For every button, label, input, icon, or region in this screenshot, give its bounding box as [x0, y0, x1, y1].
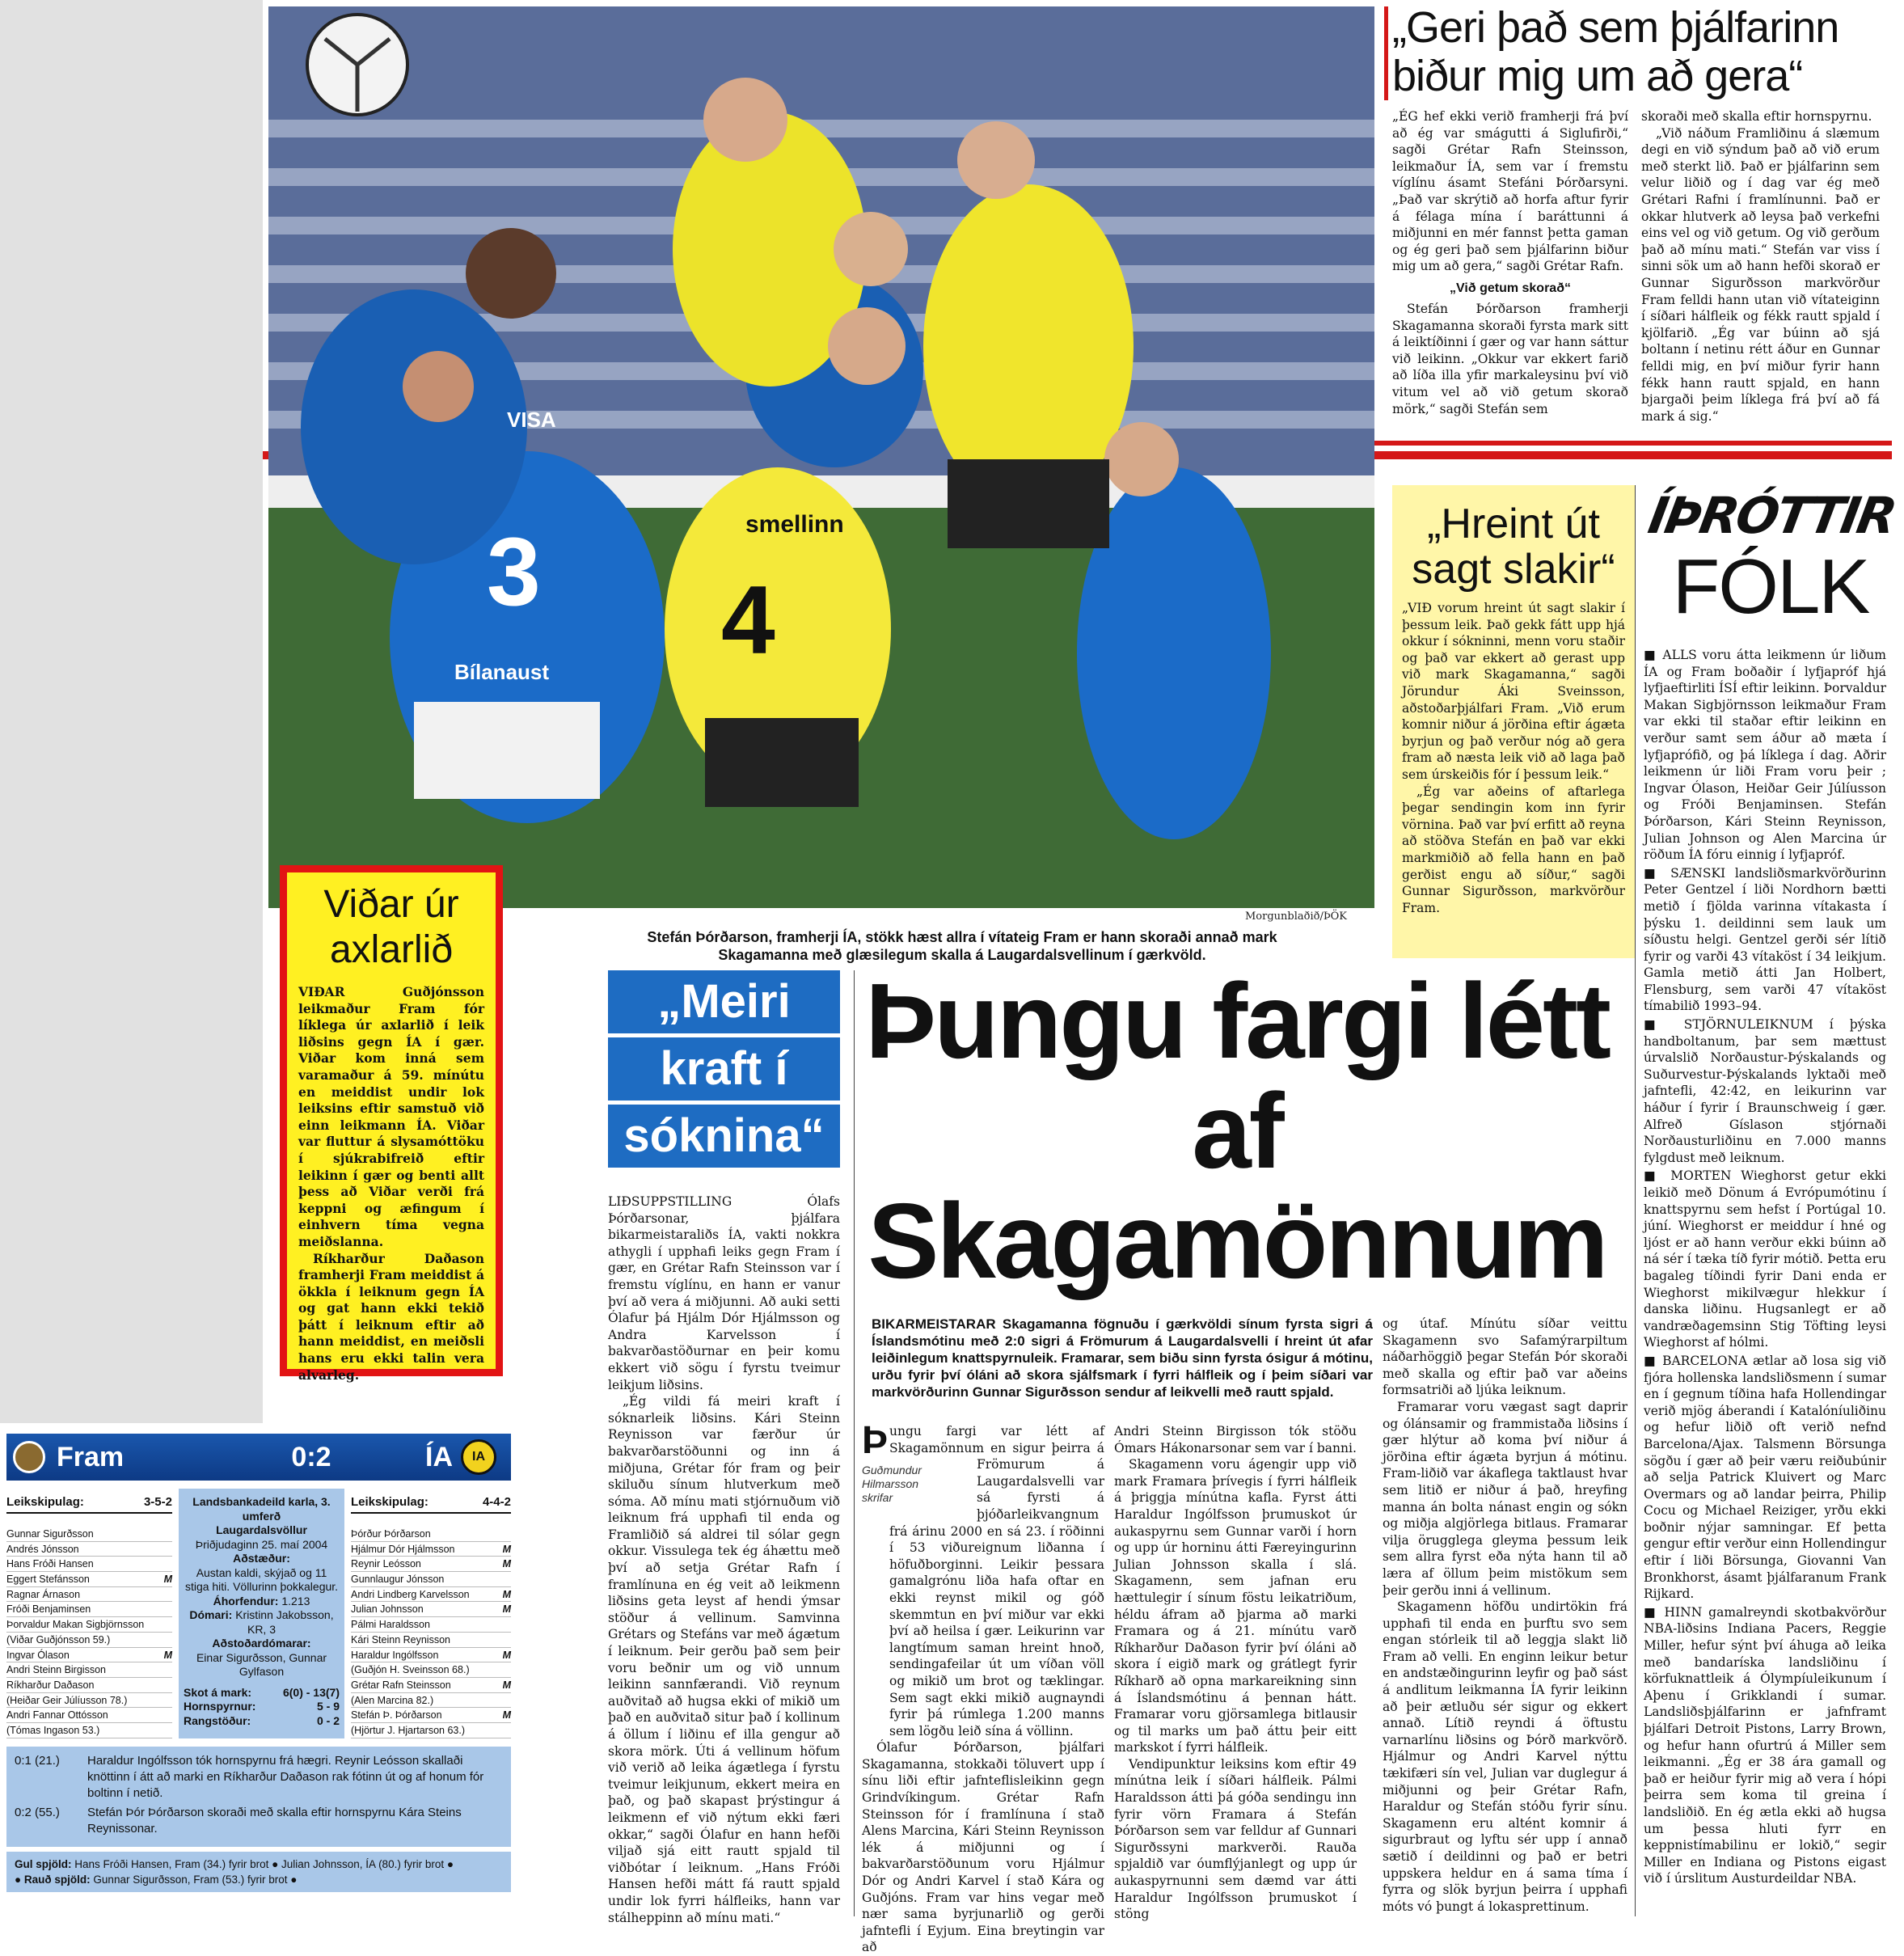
yellow-cards: Hans Fróði Hansen, Fram (34.) fyrir brot ● Julian Johnsson, ÍA (80.) fyrir brot ● [74, 1857, 454, 1870]
rating-mark: M [163, 1649, 172, 1661]
table-row [6, 1617, 172, 1633]
player-name: Grétar Rafn Steinsson [351, 1679, 451, 1691]
table-row [351, 1572, 511, 1587]
stat-row [184, 1700, 340, 1714]
table-row [6, 1602, 172, 1617]
stat-value: 0 - 2 [316, 1713, 340, 1727]
rating-mark: M [502, 1649, 511, 1661]
hreint-paragraph-2: „Ég var aðeins of aftarlega þegar sendingin kom inn fyrir vörnina. Það var því erfitt að reyna að stöðva Stefán en það var ekki markmiðið að fella hann en það gerðist engu að síður,“ sagði Gunnar Sigurðsson, markvörður Fram. [1402, 784, 1625, 915]
player-name: Andri Steinn Birgisson [6, 1664, 106, 1676]
table-row [6, 1587, 172, 1603]
player-name: Ragnar Árnason [6, 1588, 81, 1600]
meiri-line-3: sóknina“ [608, 1105, 840, 1168]
player-name: Þórður Þórðarson [351, 1528, 431, 1540]
home-formation-label: Leikskipulag: [6, 1495, 84, 1509]
red-rule-upper [1374, 441, 1892, 446]
table-row [351, 1542, 511, 1557]
stat-value: 6(0) - 13(7) [282, 1685, 340, 1699]
main-paragraph-7: Framarar voru vægast sagt daprir og ólánsamir og frammistaða liðsins í gær hlýtur að koma því niður á jörðina eftir ágæta byrjun á mótinu. Fram-liðið var ákaflega taktlaust hvar sem litið er niður á það, hreyfing manna án bolta nánast engin og sókn og miðja algjörlega bitlaus. Framarar vilja örugglega gleyma þessum leik sem allra fyrst eða nýta hann til að læra af öllum þeim mistökum sem þeir gerðu inni á vellinum. [1383, 1399, 1627, 1598]
geri-subhead: „Við getum skorað“ [1450, 281, 1571, 295]
away-team: ÍA [425, 1441, 453, 1472]
table-row [6, 1662, 172, 1678]
geri-paragraph-4: „Við náðum Framliðinu á slæmum degi en við sýndum það að við erum með sterkt lið. Það er þjálfarinn sem velur liðið og í dag var ég með Grétari Rafni í framlínunni. Það er okkar hlutverk að leysa það verkefni eins vel og við getum. Og við gerðum það að mínu mati.“ Stefán var viss í sinni sök um að hann hefði skorað er Gunnar Sigurðsson markvörður Fram felldi hann utan við vítateiginn í síðari hálfleik og fékk rautt spjald í kjölfarið. „Ég var búinn að sjá boltann í netinu rétt áður en Gunnar felldi mig, en því miður fyrir hann fékk hann rautt spjald, en hann bjargaði þeim líklega frá því að fá mark á sig.“ [1641, 125, 1880, 424]
red-rule-left [263, 451, 268, 459]
table-row [6, 1633, 172, 1648]
table-row [6, 1678, 172, 1693]
main-column-2 [1114, 1423, 1357, 1923]
away-formation-row [351, 1489, 511, 1514]
hreint-headline: „Hreint út sagt slakir“ [1412, 501, 1615, 593]
rating-mark: M [502, 1709, 511, 1722]
player-name: Hans Fróði Hansen [6, 1558, 94, 1570]
table-row [6, 1723, 172, 1738]
table-row [351, 1693, 511, 1709]
folk-item: ■ STJÖRNULEIKNUM í þýska handboltanum, þar sem mættust úrvalslið Norðaustur-Þýskalands og Suðurvestur-Þýskalands lyktaði með jafntefli, 42:42, en leikurinn var háður í fyrir í Braunschweig í gær. Alfreð Gíslason stjórnaði Norðausturliðinu en 7.000 manns fylgdust með leiknum. [1644, 1017, 1886, 1165]
sponsor-smellinn: smellinn [745, 511, 844, 538]
home-formation-row [6, 1489, 172, 1514]
folk-section-word: FÓLK [1672, 543, 1869, 630]
folk-item: ■ ALLS voru átta leikmenn úr liðum ÍA og Fram boðaðir í lyfjapróf hjá lyfjaeftirliti ÍSÍ eftir leikinn. Þorvaldur Makan Sigbjörnsson leikmaður Fram var ekki til staðar eftir leikinn en verður samt sem áður að mæta í lyfjaprófið, og þá líklega í dag. Aðrir leikmenn úr liði Fram voru þeir ; Ingvar Ólason, Heiðar Geir Júlíusson og Fróði Benjaminsen. Stefán Þórðarson, Kári Steinn Reynisson, Julian Johnson og Alen Marcina úr röðum ÍA fóru einnig í lyfjapróf. [1644, 648, 1886, 863]
away-player-list [351, 1527, 511, 1738]
player-name: Haraldur Ingólfsson [351, 1649, 439, 1661]
rating-mark: M [502, 1543, 511, 1555]
rating-mark: M [502, 1588, 511, 1600]
red-cards: Gunnar Sigurðsson, Fram (53.) fyrir brot ● [93, 1873, 298, 1886]
geri-column-1 [1392, 108, 1628, 417]
referee-label: Dómari: [189, 1608, 233, 1621]
table-row [351, 1617, 511, 1633]
photo-illustration [268, 6, 1374, 908]
fram-crest-icon [13, 1441, 45, 1473]
table-row [351, 1587, 511, 1603]
stat-label: Hornspyrnur: [184, 1700, 256, 1713]
rating-mark: M [163, 1574, 172, 1586]
goal-row [15, 1805, 503, 1837]
away-formation: 4-4-2 [482, 1495, 511, 1509]
goals-list [6, 1747, 511, 1847]
meiri-box [608, 970, 840, 1162]
main-lead: BIKARMEISTARAR Skagamanna fögnuðu í gærkvöldi sínum fyrsta sigri á Íslandsmótinu með 2:0 sigri á Frömurum á Laugardalsvelli í hreint út afar leiðinlegum knattspyrnuleik. Framarar, sem biðu sinn fyrsta ósigur á mótinu, urðu fyrir því óláni að skora sjálfsmark í fyrri hálfleik og í þeim síðari var markvörðurinn Gunnar Sigurðsson sendur af leikvelli með rautt spjald. [872, 1316, 1373, 1400]
geri-column-2 [1641, 108, 1880, 425]
player-name: (Hjörtur J. Hjartarson 63.) [351, 1724, 466, 1736]
player-name: Gunnlaugur Jónsson [351, 1574, 445, 1586]
sponsor-bilanaust: Bílanaust [454, 660, 550, 684]
stats-list [184, 1686, 340, 1729]
folk-item: ■ MORTEN Wieghorst getur ekki leikið með Dönum á Evrópumótinu í knattspyrnu sem hefst í Portúgal 10. júní. Wieghorst er meiddur í hné og ljóst er að hann verður ekki búinn að ná sér í tæka tíð fyrir mótið. Þetta eru bagaleg tíðindi fyrir Dani enda er Wieghorst mikilvægur hlekkur í danska liðinu. Hugsanlegt er að vandræðagemsinn Stig Töfting leysi Wieghorst af hólmi. [1644, 1168, 1886, 1350]
player-name: Pálmi Haraldsson [351, 1619, 430, 1631]
vidar-headline: Viðar úr axlarlið [323, 883, 459, 971]
score-bar [6, 1434, 511, 1481]
hreint-paragraph-1: „VIÐ vorum hreint út sagt slakir í þessum leik. Það gekk fátt upp hjá okkur í sókninni, menn voru staðir og það var ekkert að gerast upp við mark Skagamanna,“ sagði Jörundur Áki Sveinsson, aðstoðarþjálfari Fram. „Við erum komnir niður á jörðina eftir ágæta byrjun og það verður nóg að gera fram að næsta leik við að laga það sem úrskeiðis fór í þessum leik.“ [1402, 601, 1625, 782]
player-name: (Alen Marcina 82.) [351, 1694, 434, 1706]
rating-mark: M [502, 1603, 511, 1616]
main-column-3 [1383, 1316, 1627, 1915]
hreint-box [1392, 485, 1635, 958]
folk-column [1644, 647, 1886, 1889]
home-formation: 3-5-2 [143, 1495, 172, 1509]
geri-paragraph-3: skoraði með skalla eftir hornspyrnu. [1641, 109, 1872, 124]
meiri-column [608, 1193, 840, 1926]
photo-caption: Stefán Þórðarson, framherji ÍA, stökk hæst allra í vítateig Fram er hann skoraði annað mark Skagamanna með glæsilegum skalla á Laugardalsvellinum í gærkvöld. [647, 929, 1277, 963]
vidar-box [280, 865, 503, 1383]
stat-value: 5 - 9 [316, 1700, 340, 1713]
meiri-paragraph-1: LIÐSUPPSTILLING Ólafs Þórðarsonar, þjálfara bikarmeistaraliðs ÍA, vakti nokkra athygli í upphafi leiks gegn Fram í gær, en Grétar Rafn Steinsson var í fremstu víglínu, en hann er vanur því að vera á miðjunni. Að auki setti Ólafur þá Hjálm Dór Hjálmsson og Andra Karvelsson í bakvarðastöðurnar en þeir komu ekkert við sögu í fyrstu tveimur leikjum liðsins. [608, 1194, 840, 1392]
folk-section-label: ÍÞRÓTTIR [1644, 486, 1899, 545]
shirt-number-4: 4 [721, 566, 775, 674]
attendance-label: Áhorfendur: [213, 1594, 279, 1607]
main-paragraph-6: og útaf. Mínútu síðar veittu Skagamenn svo Safamýrarpiltum náðarhöggið þegar Stefán Þór skoraði með skalla og eftir það var aðeins formsatriði að ljúka leiknum. [1383, 1316, 1627, 1398]
vidar-paragraph-2: Ríkharður Daðason framherji Fram meiddist á ökkla í leiknum gegn ÍA og gat hann ekki tekið þátt í leiknum eftir að hann meiddist, en meiðsli hans eru ekki talin vera alvarleg. [298, 1250, 484, 1383]
stat-label: Skot á mark: [184, 1685, 252, 1699]
player-name: Fróði Benjaminsen [6, 1603, 91, 1616]
attendance: 1.213 [281, 1594, 310, 1607]
referee: Kristinn Jakobsson, KR, 3 [235, 1608, 334, 1636]
divider-1 [854, 970, 855, 1916]
player-name: Þorvaldur Makan Sigbjörnsson [6, 1619, 145, 1631]
player-name: Andri Lindberg Karvelsson [351, 1588, 470, 1600]
rating-mark: M [502, 1679, 511, 1691]
match-info [179, 1489, 344, 1738]
goal-score: 0:1 (21.) [15, 1753, 60, 1768]
player-name: Stefán Þ. Þórðarson [351, 1709, 442, 1722]
dropcap: Þ [862, 1419, 889, 1462]
player-name: Ingvar Ólason [6, 1649, 70, 1661]
ia-crest-icon: IA [461, 1439, 496, 1475]
meiri-paragraph-2: „Ég vildi fá meiri kraft í sóknarleik liðsins. Kári Steinn Reynisson var færður úr bakvarðarstöðunni og inn á miðjuna, Grétar fór fram og þeir skiluðu sínum hlutverkum með sóma. Að mínu mati stjórnuðum við leiknum frá upphafi til enda og Framliðið sá aldrei til sólar gegn okkur. Vissulega tek ég áhættu með því að setja Grétar Rafn í framlínuna en ég veit að leikmenn liðsins geta leyst af hendi ýmsar stöður á vellinum. Samvinna Grétars og Stefáns var með ágætum í leiknum. Þeir gerðu það sem þeir voru beðnir um og við unnum leikinn sannfærandi. Við reynum auðvitað að hugsa ekki of mikið um það en auðvitað situr það í kollinum á öllum í liðinu ef illa gengur að skora mörk. Úti á vellinum höfum við verið að leika ágætlega í fyrstu tveimur leikjunum, ekkert meira en það, og það skapast þrýstingur á leikmenn ef við nýtum ekki færi okkar,“ sagði Ólafur en hann hefði viljað sjá eitt rautt spjald til viðbótar í leiknum. „Hans Fróði Hansen hefði mátt fá rautt spjald undir lok fyrri hálfleiks, hann var stálheppinn að mínu mati.“ [608, 1394, 840, 1925]
table-row [6, 1572, 172, 1587]
table-row [351, 1723, 511, 1738]
table-row [6, 1557, 172, 1572]
assistants-label: Aðstoðardómarar: [212, 1637, 311, 1650]
table-row [351, 1557, 511, 1572]
main-headline: Þungu fargi létt af Skagamönnum [865, 961, 1609, 1300]
player-name: Gunnar Sigurðsson [6, 1528, 94, 1540]
home-lineup [6, 1489, 172, 1738]
table-row [6, 1527, 172, 1542]
goal-score: 0:2 (55.) [15, 1805, 60, 1819]
assistants: Einar Sigurðsson, Gunnar Gylfason [196, 1650, 327, 1678]
player-name: Kári Steinn Reynisson [351, 1633, 450, 1645]
table-row [351, 1708, 511, 1723]
photo-credit: Morgunblaðið/ÞÖK [1245, 910, 1347, 923]
sponsor-visa: VISA [507, 408, 556, 432]
conditions: Austan kaldi, skýjað og 11 stiga hiti. Völlurinn þokkalegur. [184, 1565, 339, 1593]
player-name: (Guðjón H. Sveinsson 68.) [351, 1664, 470, 1676]
player-name: Reynir Leósson [351, 1558, 421, 1570]
main-paragraph-5: Vendipunktur leiksins kom eftir 49 mínútna leik í síðari hálfleik. Pálmi Haraldsson átti þá góða sendingu inn fyrir vörn Framara á Stefán Þórðarson sem var felldur af Gunnari Sigurðssyni markverði. Rauða spjaldið var óumflýjanlegt og upp úr aukaspyrnunni sem dæmd var átti Haraldur Ingólfsson þrumuskot í stöng [1114, 1756, 1357, 1922]
geri-paragraph-1: „ÉG hef ekki verið framherji frá því að ég var smágutti á Siglufirði,“ sagði Grétar Rafn Steinsson, leikmaður ÍA, sem var í fremstu víglínu ásamt Stefáni Þórðarsyni. „Það var skrýtið að horfa aftur fyrir á félaga mína í baráttunni á miðjunni en mér fannst þetta gaman og ég geri það sem þjálfarinn biður mig um að gera,“ sagði Grétar Rafn. [1392, 109, 1628, 274]
date: Þriðjudaginn 25. maí 2004 [195, 1537, 328, 1551]
table-row [351, 1662, 511, 1678]
table-row [351, 1678, 511, 1693]
geri-paragraph-2: Stefán Þórðarson framherji Skagamanna skoraði fyrsta mark sitt á leiktíðinni í gær og var hann sáttur við leikinn. „Okkur var ekkert farið að líða illa yfir markaleysinu því við vitum vel að við getum skorað mörk,“ sagði Stefán sem [1392, 301, 1628, 416]
player-name: (Viðar Guðjónsson 59.) [6, 1633, 111, 1645]
main-column-1 [862, 1419, 1104, 1956]
goal-text: Stefán Þór Þórðarson skoraði með skalla eftir hornspyrnu Kára Steins Reynissonar. [87, 1805, 462, 1836]
stat-row [184, 1686, 340, 1700]
red-rule-lower [1374, 451, 1892, 459]
table-row [6, 1542, 172, 1557]
meiri-line-1: „Meiri [608, 970, 840, 1033]
goal-row [15, 1753, 503, 1802]
main-paragraph-2: Ólafur Þórðarson, þjálfari Skagamanna, stokkaði töluvert upp í sínu liði eftir jafnteflisleikinn gegn Grindvíkingum. Grétar Rafn Steinsson fór í framlínuna í stað Alens Marcina, Kári Steinn Reynisson lék á miðjunni og í bakvarðarstöðunum voru Hjálmur Dór og Andri Karvel í stað Kára og Guðjóns. Fram var hins vegar með nær sama byrjunarlið og gerði jafntefli í Eyjum. Eina breytingin var að [862, 1740, 1104, 1955]
home-player-list [6, 1527, 172, 1738]
table-row [351, 1648, 511, 1663]
player-name: Ríkharður Daðason [6, 1679, 95, 1691]
goal-text: Haraldur Ingólfsson tók hornspyrnu frá hægri. Reynir Leósson skallaði knöttinn í átt að marki en Ríkharður Daðason rak fótinn út og af honum fór boltinn í netið. [87, 1753, 484, 1800]
table-row [6, 1648, 172, 1663]
folk-item: ■ SÆNSKI landsliðsmarkvörðurinn Peter Gentzel í liði Nordhorn bætti metið í fjölda varinna vítakasta í þýsku 1. deildinni sem lauk um síðustu helgi. Gentzel gerði sér lítið fyrir og varði 43 vítaköst í 34 leikjum. Gamla metið átti Jan Holbert, Flensburg, sem varði 47 vítaköst tímabilið 1993–94. [1644, 865, 1886, 1014]
folk-item: ■ HINN gamalreyndi skotbakvörður NBA-liðsins Indiana Pacers, Reggie Miller, hefur sýnt því áhuga að leika með bandaríska landsliðinu í körfuknattleik á Ólympíuleikunum í Aþenu í Grikklandi í sumar. Landsliðsþjálfarinn er jafnframt þjálfari Detroit Pistons, Larry Brown, og hefur hann ofurtrú á Miller sem leikmanni. „Ég er 38 ára gamall og það er heiður fyrir mig að vera í hópi þeirra sem koma til greina í landsliðið. En ég ætla ekki að hugsa um þessa hluti fyrr en keppnistímabilinu er lokið,“ segir Miller en Indiana og Pistons eigast við í úrslitum Austurdeildar NBA. [1644, 1604, 1886, 1886]
accent-bar-top [1384, 6, 1388, 100]
player-name: Julian Johnsson [351, 1603, 424, 1616]
player-name: (Tómas Ingason 53.) [6, 1724, 100, 1736]
rating-mark: M [502, 1558, 511, 1570]
table-row [351, 1602, 511, 1617]
player-name: Eggert Stefánsson [6, 1574, 90, 1586]
byline-role: skrifar [862, 1491, 893, 1504]
main-paragraph-1: ungu fargi var létt af Skagamönnum en sigur þeirra á Frömurum á Laugardalsvelli var sá fyrsti á þjóðarleikvangnum frá árinu 2000 en sá 23. í röðinni í 53 viðureignum liðanna í höfuðborginni. Leikir þessara gamalgrónu liða hafa oftar en ekki reynst mikil og góð skemmtun en því miður var ekki því að heilsa í gær. Leikurinn var langtímum saman hreint hnoð, sendingafeilar út um víðan völl og mikið um brot og tæklingar. Sem sagt ekki mikið augnayndi fyrir þá rúmlega 1.200 manns sem lögðu leið sína á völlinn. [889, 1424, 1104, 1738]
margin-panel [0, 0, 263, 1423]
table-row [351, 1527, 511, 1542]
cards: Gul spjöld: Hans Fróði Hansen, Fram (34.) fyrir brot ● Julian Johnsson, ÍA (80.) fyrir brot ● ● Rauð spjöld: Gunnar Sigurðsson, Fram (53.) fyrir brot ● [6, 1852, 511, 1892]
folk-item: ■ BARCELONA ætlar að losa sig við fjóra hollenska landsliðsmenn í sumar en í gegnum tíðina hafa Hollendingar verið mjög áberandi í Katalóníuliðinu og hefur liðið oft verið nefnd Barcelona/Ajax. Talsmenn Börsunga sögðu í gær að þeir væru reiðubúnir að selja Patrick Kluivert og Marc Overmars og að landar þeirra, Philip Cocu og Michael Reiziger, yrðu ekki boðnir nýjar samningar. Ef þetta gengur eftir verður einn Hollendingur eftir í liði Börsunga, Giovanni Van Bronkhorst, ásamt þjálfaranum Frank Rijkard. [1644, 1353, 1886, 1602]
stat-label: Rangstöður: [184, 1713, 251, 1727]
stat-row [184, 1714, 340, 1729]
vidar-paragraph-1: VIÐAR Guðjónsson leikmaður Fram fór líklega úr axlarlið í leik liðsins gegn ÍA í gær. Viðar kom inná sem varamaður á 59. mínútu en meiddist undir lok leiksins eftir samstuð við einn leikmann ÍA. Viðar var fluttur á slysamóttöku í sjúkrabifreið eftir leikinn í gær og benti allt þess að Viðar verði frá keppni og æfingum í einhvern tíma vegna meiðslanna. [298, 984, 484, 1249]
away-formation-label: Leikskipulag: [351, 1495, 429, 1509]
player-name: Hjálmur Dór Hjálmsson [351, 1543, 455, 1555]
main-paragraph-8: Skagamenn höfðu undirtökin frá upphafi til enda en þurftu svo sem engan stórleik til að leggja slakt lið Fram að velli. En enginn leikur betur en andstæðingurinn leyfir og það sást á andlitum leikmanna ÍA fyrir leikinn að þeir ætluðu sér sigur og ekkert annað. Lítið reyndi á öftustu varnarlínu liðsins og Þórð markvörð. Hjálmur og Andri Karvel nýttu tækifæri sín vel, Julian var duglegur á miðjunni og þeir Grétar Rafn, Haraldur og Stefán stóðu fyrir sínu. Skagamenn eru altént komnir á sigurbraut og lyftu sér upp í annað sætið í deildinni og það er betri uppskera heldur en á sama tíma í fyrra og slök byrjun þeirra í upphafi móts vó þungt á lokasprettinum. [1383, 1599, 1627, 1914]
scoreboard [6, 1434, 511, 1919]
byline-name: Guðmundur Hilmarsson [862, 1464, 922, 1490]
league: Landsbankadeild karla, 3. umferð [192, 1495, 331, 1523]
table-row [6, 1693, 172, 1709]
player-name: (Heiðar Geir Júlíusson 78.) [6, 1694, 128, 1706]
geri-headline: „Geri það sem þjálfarinn biður mig um að gera“ [1392, 3, 1839, 100]
table-row [6, 1708, 172, 1723]
folk-title [1644, 485, 1899, 647]
venue: Laugardalsvöllur [216, 1523, 307, 1536]
byline [862, 1464, 969, 1505]
meiri-line-2: kraft í [608, 1037, 840, 1101]
player-name: Andrés Jónsson [6, 1543, 79, 1555]
red-label: Rauð spjöld: [23, 1873, 91, 1886]
shirt-number-3: 3 [487, 518, 541, 626]
player-name: Andri Fannar Ottósson [6, 1709, 108, 1722]
yellow-label: Gul spjöld: [15, 1857, 72, 1870]
home-team: Fram [57, 1441, 125, 1472]
conditions-label: Aðstæður: [233, 1552, 290, 1565]
away-lineup [351, 1489, 511, 1738]
table-row [351, 1633, 511, 1648]
score-value: 0:2 [291, 1441, 331, 1472]
match-photo [268, 6, 1374, 908]
main-paragraph-3: Andri Steinn Birgisson tók stöðu Ómars Hákonarsonar sem var í banni. [1114, 1424, 1357, 1455]
divider-2 [1635, 485, 1636, 1916]
main-paragraph-4: Skagamenn voru ágengir upp við mark Framara þrívegis í fyrri hálfleik á þriggja mínútna kafla. Fyrst átti Haraldur Ingólfsson þrumuskot úr aukaspyrnu sem Gunnar varði í horn og upp úr horninu átti Færeyingurinn Julian Johnsson skalla í slá. Skagamenn, sem jafnan eru hættulegir í sínum föstu leikatriðum, héldu áfram að þjarma að marki Framara og á 21. mínútu varð Ríkharður Daðason fyrir því óláni að skora í eigið mark og grátlegt fyrir Ríkharð að opna markareikning sinn á Íslandsmótinu á þennan hátt. Framarar voru gjörsamlega bitlausir og til marks um það áttu þeir eitt markskot í fyrri hálfleik. [1114, 1457, 1357, 1755]
